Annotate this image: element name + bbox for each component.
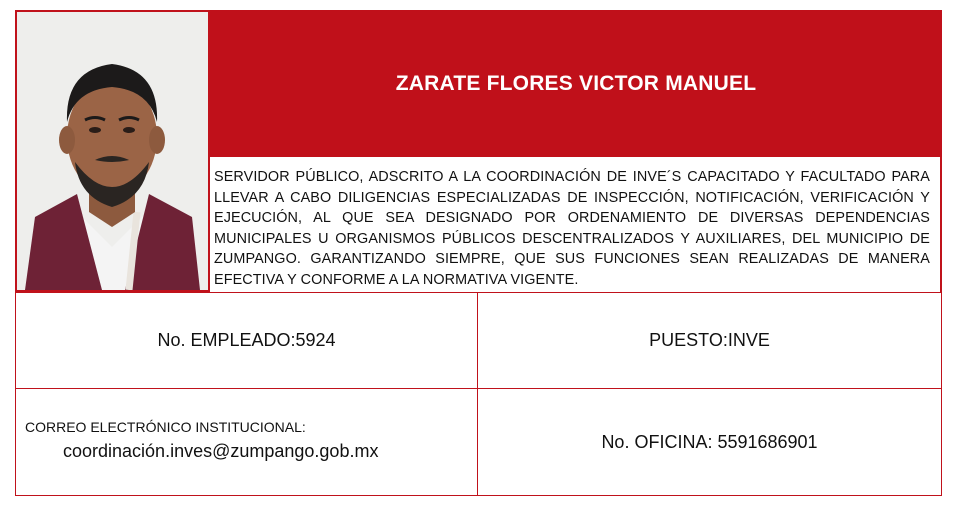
- email-label: CORREO ELECTRÓNICO INSTITUCIONAL:: [25, 419, 306, 435]
- employee-name: ZARATE FLORES VICTOR MANUEL: [395, 71, 757, 95]
- info-grid: [15, 292, 942, 496]
- employee-number-cell: [16, 293, 478, 389]
- employee-photo: [15, 10, 210, 292]
- description-text: SERVIDOR PÚBLICO, ADSCRITO A LA COORDINACIÓN DE INVE´S CAPACITADO Y FACULTADO PARA LLEVAR A CABO DILIGENCIAS ESPECIALIZADAS DE INSPECCIÓN, NOTIFICACIÓN, VERIFICACIÓN Y EJECUCIÓN, AL QUE SEA DESIGNADO POR ORDENAMIENTO DE DIVERSAS DEPENDENCIAS MUNICIPALES U ORGANISMOS PÚBLICOS DESCENTRALIZADOS Y AUXILIARES, DEL MUNICIPIO DE ZUMPANGO. GARANTIZANDO SIEMPRE, QUE SUS FUNCIONES SEAN REALIZADAS DE MANERA EFECTIVA Y CONFORME A LA NORMATIVA VIGENTE.: [214, 169, 930, 288]
- email-link[interactable]: coordinación.inves@zumpango.gob.mx: [63, 441, 379, 461]
- description-box: [210, 157, 942, 292]
- position-cell: [478, 293, 941, 389]
- person-photo-icon: [17, 12, 208, 290]
- name-banner: [210, 10, 942, 157]
- office-phone-cell: [478, 389, 941, 495]
- employee-card: [15, 10, 942, 496]
- office-phone: No. OFICINA: 5591686901: [601, 431, 818, 452]
- email-cell: [16, 389, 478, 495]
- employee-number: No. EMPLEADO:5924: [157, 330, 336, 350]
- position: PUESTO:INVE: [649, 330, 770, 350]
